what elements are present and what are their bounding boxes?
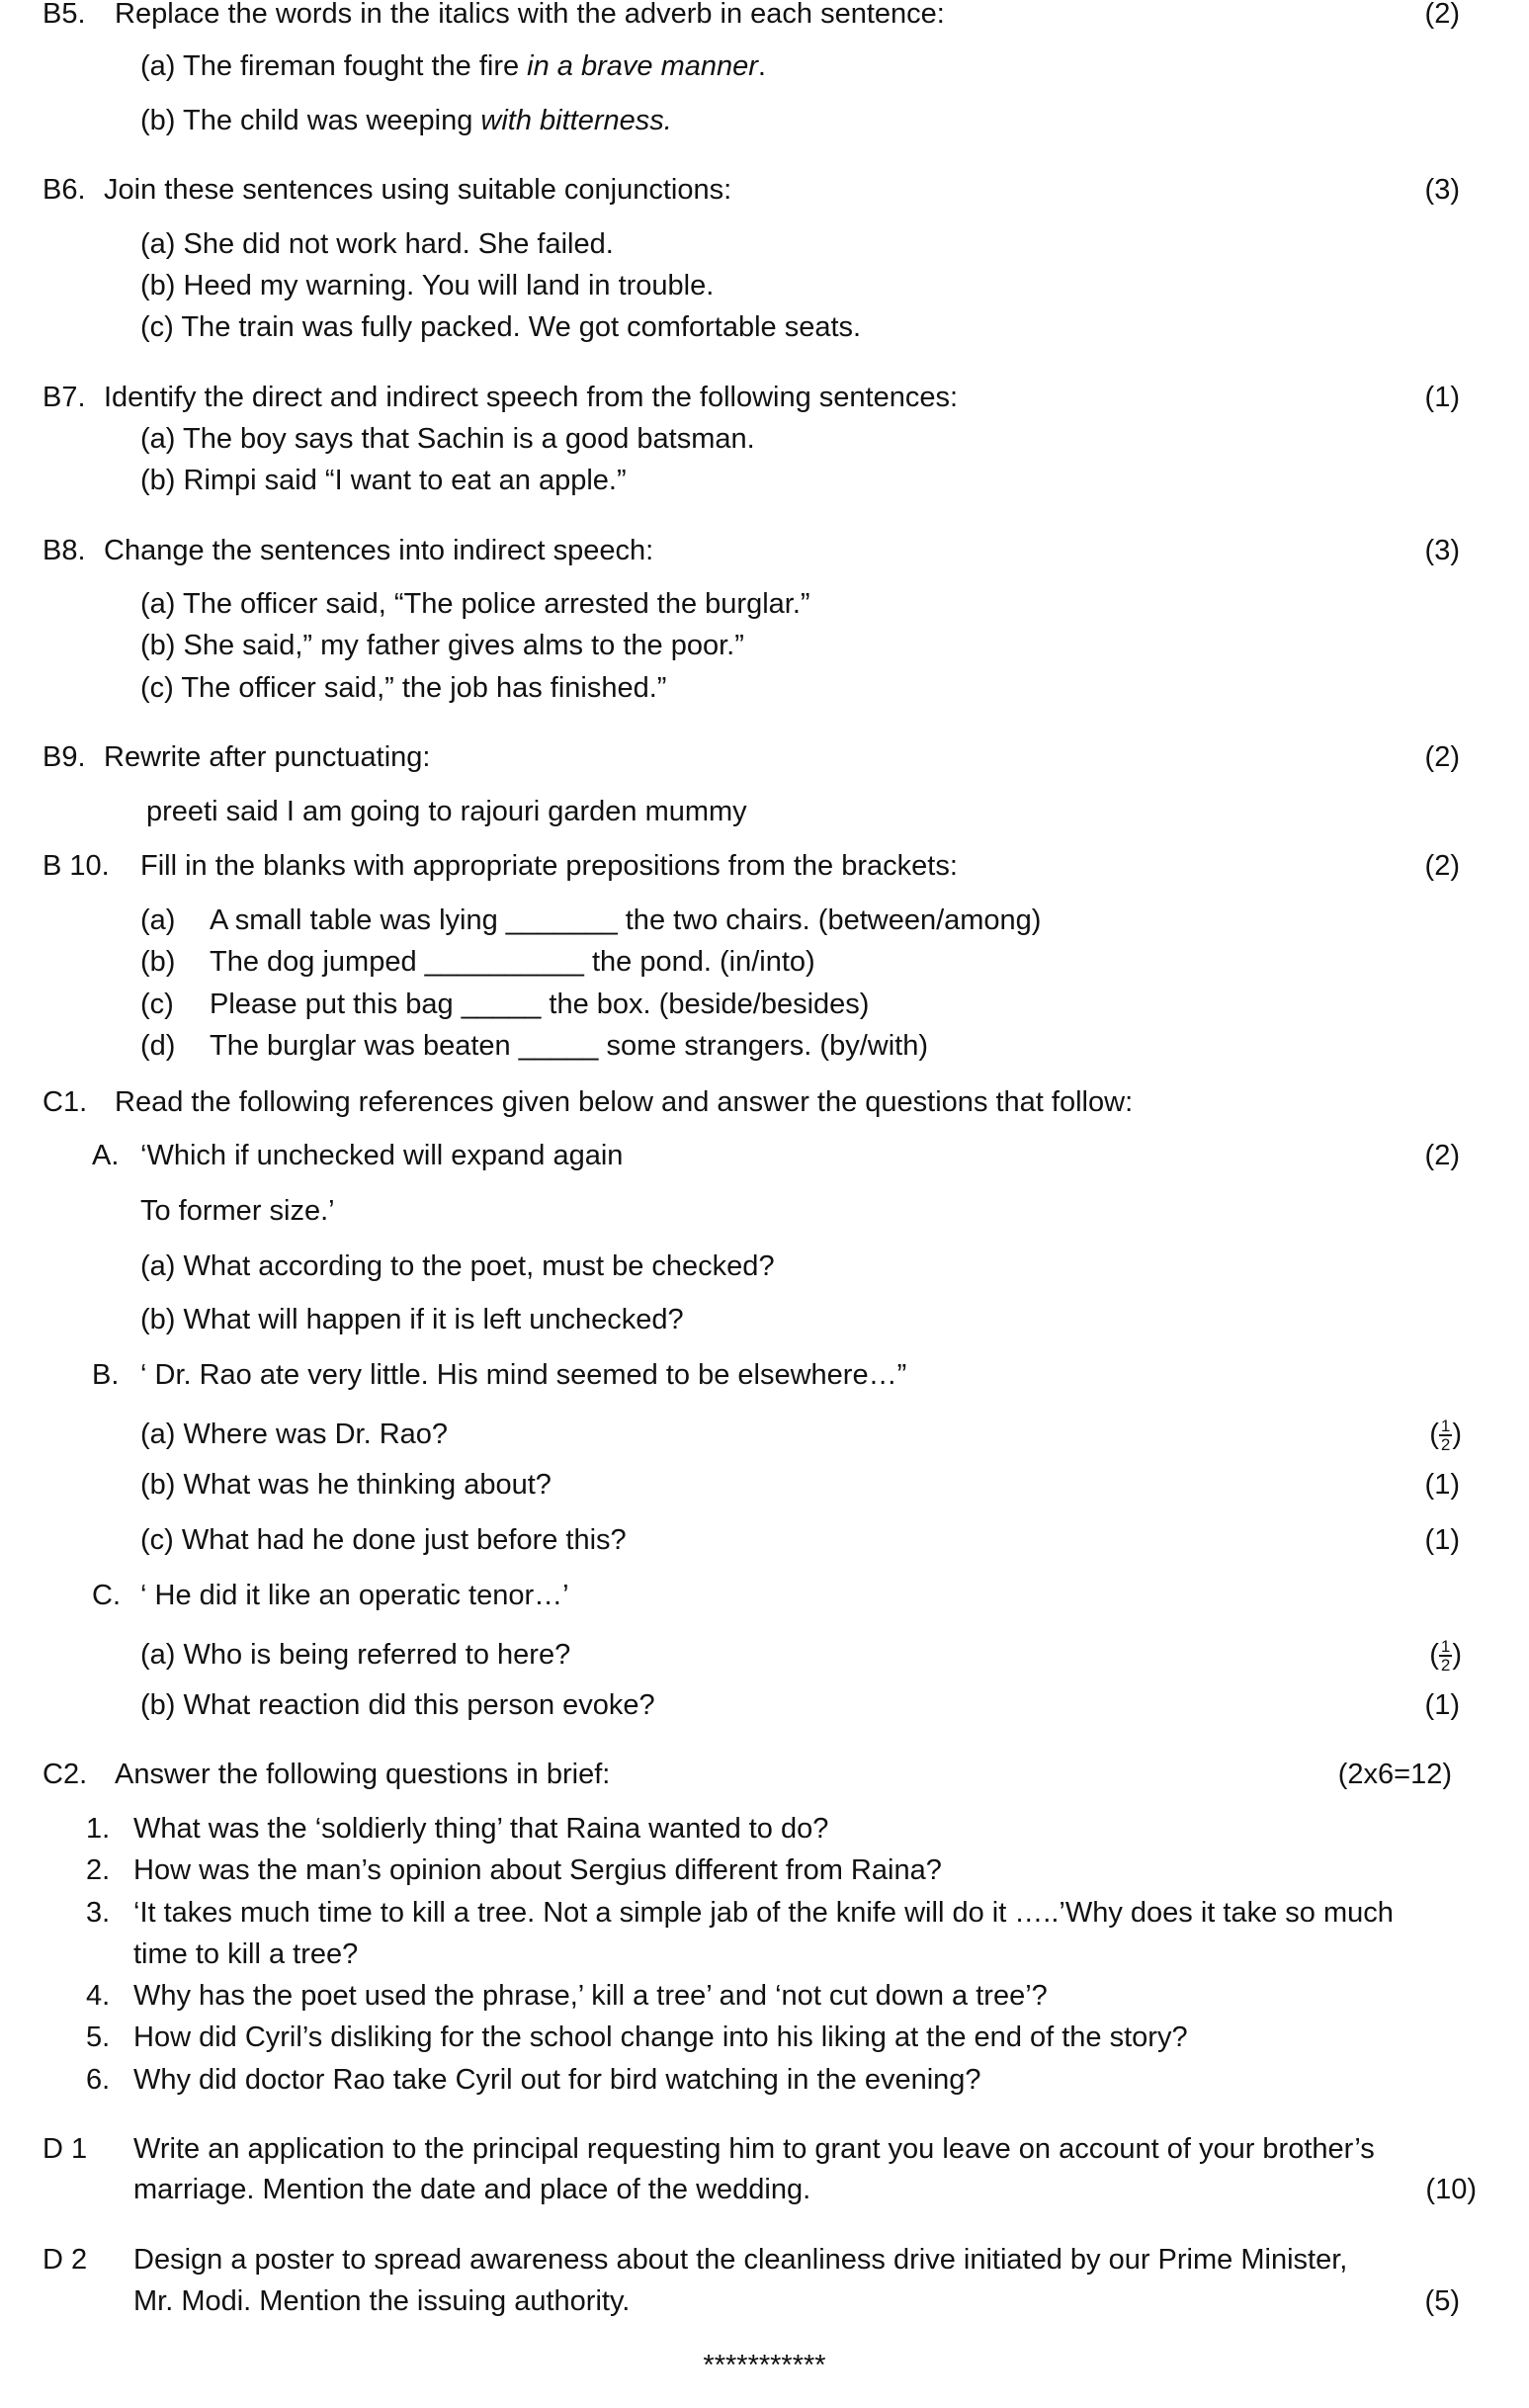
q-d2-text-continued: Mr. Modi. Mention the issuing authority. xyxy=(133,2285,631,2317)
q-b8-marks: (3) xyxy=(1424,535,1460,566)
q-b5-label: B5. xyxy=(42,0,86,30)
q-b5-text: Replace the words in the italics with the adverb in each sentence: xyxy=(115,0,945,30)
q-b5-marks: (2) xyxy=(1424,0,1460,30)
q-b7-text: Identify the direct and indirect speech from the following sentences: xyxy=(104,382,959,413)
q-c2-label: C2. xyxy=(42,1759,88,1790)
q-c2-item-number: 6. xyxy=(86,2064,111,2096)
q-c2-item-number: 2. xyxy=(86,1854,111,1886)
q-b7-marks: (1) xyxy=(1424,382,1460,413)
q-b6-item: (b) Heed my warning. You will land in trouble. xyxy=(140,270,715,301)
q-d2-label: D 2 xyxy=(42,2244,88,2276)
q-c1-b-quote: ‘ Dr. Rao ate very little. His mind seemed to be elsewhere…” xyxy=(140,1359,907,1391)
q-c2-item: Why has the poet used the phrase,’ kill a tree’ and ‘not cut down a tree’? xyxy=(133,1980,1048,2012)
q-c1-c-item: (b) What reaction did this person evoke? xyxy=(140,1689,655,1721)
q-d1-label: D 1 xyxy=(42,2133,88,2165)
q-b7-item: (b) Rimpi said “I want to eat an apple.” xyxy=(140,465,627,496)
q-c1-a-item: (a) What according to the poet, must be checked? xyxy=(140,1250,775,1282)
q-b6-label: B6. xyxy=(42,174,86,206)
q-b5-item-a: (a) The fireman fought the fire in a brave manner. xyxy=(140,50,766,82)
q-c2-text: Answer the following questions in brief: xyxy=(115,1759,611,1790)
q-d1-text-continued: marriage. Mention the date and place of the wedding. xyxy=(133,2174,811,2205)
q-b10-item-number: (b) xyxy=(140,946,176,978)
q-c1-c-item: (a) Who is being referred to here? xyxy=(140,1639,571,1671)
q-b8-label: B8. xyxy=(42,535,86,566)
q-b6-marks: (3) xyxy=(1424,174,1460,206)
q-b6-text: Join these sentences using suitable conjunctions: xyxy=(104,174,732,206)
q-c2-item-continued: time to kill a tree? xyxy=(133,1938,359,1970)
q-b10-item-number: (a) xyxy=(140,904,176,936)
q-d1-marks: (10) xyxy=(1425,2174,1477,2205)
q-b6-item: (c) The train was fully packed. We got comfortable seats. xyxy=(140,311,862,343)
q-b9-label: B9. xyxy=(42,741,86,773)
q-b8-item: (a) The officer said, “The police arrested the burglar.” xyxy=(140,588,810,620)
q-c2-item: What was the ‘soldierly thing’ that Raina wanted to do? xyxy=(133,1813,829,1845)
q-c2-marks: (2x6=12) xyxy=(1337,1759,1452,1790)
q-c1-b-item-marks: (1) xyxy=(1424,1469,1460,1501)
q-b9-marks: (2) xyxy=(1424,741,1460,773)
q-c1-b-item: (a) Where was Dr. Rao? xyxy=(140,1419,449,1450)
q-c2-item: Why did doctor Rao take Cyril out for bird watching in the evening? xyxy=(133,2064,981,2096)
q-b6-item: (a) She did not work hard. She failed. xyxy=(140,228,614,260)
q-b10-item-number: (c) xyxy=(140,989,174,1020)
q-b8-item: (c) The officer said,” the job has finished.” xyxy=(140,672,667,704)
q-b10-text: Fill in the blanks with appropriate prepositions from the brackets: xyxy=(140,850,958,882)
end-of-paper-marker: *********** xyxy=(703,2350,826,2381)
q-c1-text: Read the following references given below and answer the questions that follow: xyxy=(115,1086,1134,1118)
q-b10-marks: (2) xyxy=(1424,850,1460,882)
q-c1-b-label: B. xyxy=(92,1359,120,1391)
q-c2-item-number: 5. xyxy=(86,2021,111,2053)
q-c1-b-item-marks: (1) xyxy=(1424,1524,1460,1556)
q-b9-text: Rewrite after punctuating: xyxy=(104,741,431,773)
q-c1-a-item: (b) What will happen if it is left unchecked? xyxy=(140,1304,684,1335)
q-c2-item: How did Cyril’s disliking for the school change into his liking at the end of the story? xyxy=(133,2021,1188,2053)
q-c2-item-number: 3. xyxy=(86,1897,111,1929)
q-c1-a-quote: ‘Which if unchecked will expand again xyxy=(140,1140,624,1171)
q-b10-item: Please put this bag _____ the box. (beside/besides) xyxy=(210,989,870,1020)
q-c1-a-quote: To former size.’ xyxy=(140,1195,335,1227)
q-c2-item-number: 4. xyxy=(86,1980,111,2012)
q-c1-a-label: A. xyxy=(92,1140,120,1171)
q-c1-c-quote: ‘ He did it like an operatic tenor…’ xyxy=(140,1580,569,1611)
q-c2-item: ‘It takes much time to kill a tree. Not a simple jab of the knife will do it …..’Why does it take so much xyxy=(133,1897,1394,1929)
q-b10-label: B 10. xyxy=(42,850,110,882)
q-d2-marks: (5) xyxy=(1424,2285,1460,2317)
q-b10-item: The dog jumped __________ the pond. (in/into) xyxy=(210,946,815,978)
q-c1-c-item-marks-half: ( $\frac{1}{2}$ ) xyxy=(1429,1637,1462,1676)
q-c1-b-item-marks-half: ( $\frac{1}{2}$ ) xyxy=(1429,1417,1462,1455)
q-d2-text: Design a poster to spread awareness about the cleanliness drive initiated by our Prime Minister, xyxy=(133,2244,1348,2276)
q-b7-label: B7. xyxy=(42,382,86,413)
q-c1-a-marks: (2) xyxy=(1424,1140,1460,1171)
q-b5-item-b: (b) The child was weeping with bitterness. xyxy=(140,105,672,136)
q-b7-item: (a) The boy says that Sachin is a good batsman. xyxy=(140,423,755,455)
q-c1-label: C1. xyxy=(42,1086,88,1118)
q-b10-item: A small table was lying _______ the two chairs. (between/among) xyxy=(210,904,1042,936)
q-b10-item-number: (d) xyxy=(140,1030,176,1062)
q-b8-item: (b) She said,” my father gives alms to the poor.” xyxy=(140,630,744,661)
q-b8-text: Change the sentences into indirect speech: xyxy=(104,535,654,566)
q-c1-b-item: (c) What had he done just before this? xyxy=(140,1524,627,1556)
q-d1-text: Write an application to the principal requesting him to grant you leave on account of your brother’s xyxy=(133,2133,1375,2165)
q-b9-sentence: preeti said I am going to rajouri garden mummy xyxy=(146,796,747,827)
q-c1-b-item: (b) What was he thinking about? xyxy=(140,1469,552,1501)
q-b10-item: The burglar was beaten _____ some strangers. (by/with) xyxy=(210,1030,928,1062)
q-c1-c-label: C. xyxy=(92,1580,121,1611)
q-c2-item-number: 1. xyxy=(86,1813,111,1845)
q-c1-c-item-marks: (1) xyxy=(1424,1689,1460,1721)
q-c2-item: How was the man’s opinion about Sergius different from Raina? xyxy=(133,1854,942,1886)
